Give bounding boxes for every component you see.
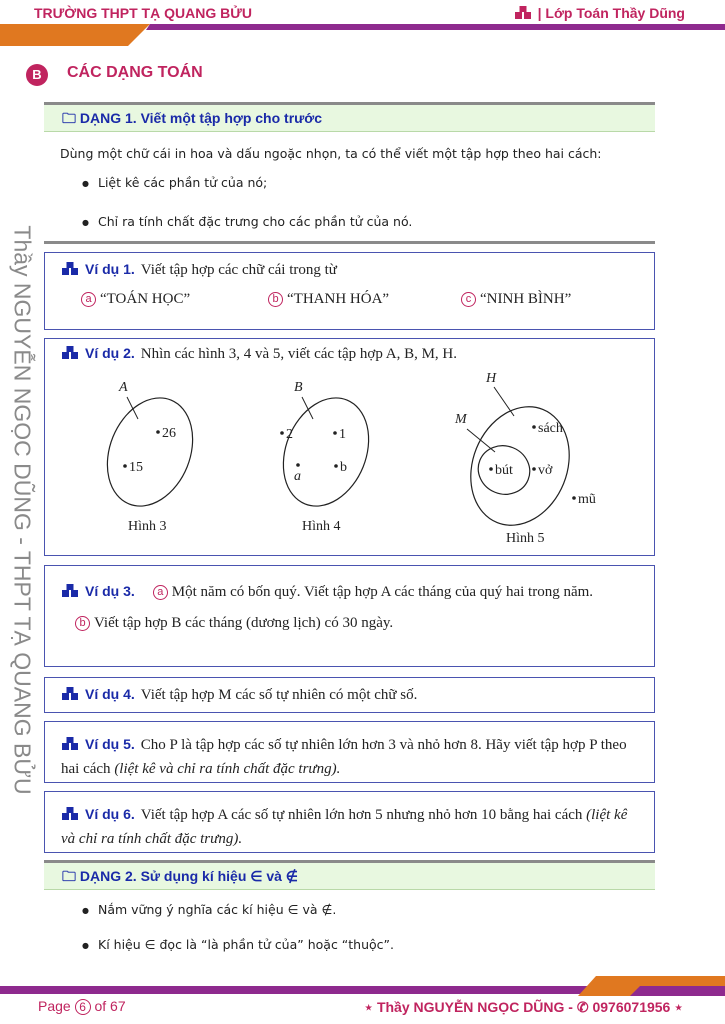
example-3-part-a: Một năm có bốn quý. Viết tập hợp A các tháng của quý hai trong năm. <box>171 584 594 600</box>
example-4 <box>44 677 655 713</box>
option-text: “NINH BÌNH” <box>480 291 572 307</box>
dang2-title: DẠNG 2. Sử dụng kí hiệu ∈ và ∉ <box>79 868 299 884</box>
fig4-element: b <box>340 460 347 475</box>
example-6 <box>44 791 655 853</box>
fig5-element: mũ <box>578 492 596 507</box>
fig5-pointer-h <box>494 387 514 416</box>
cubes-icon <box>61 687 81 701</box>
fig4-set-label: B <box>294 380 303 395</box>
section-badge: B <box>26 64 48 86</box>
page-total: of 67 <box>94 998 126 1014</box>
example-3-label: Ví dụ 3. <box>85 583 135 599</box>
fig4-element: 2 <box>286 427 293 442</box>
example-3-part-b: Viết tập hợp B các tháng (dương lịch) có 30 ngày. <box>94 615 394 631</box>
fig3-dot <box>123 464 127 468</box>
fig5-dot <box>532 467 536 471</box>
side-watermark-text: Thầy NGUYỄN NGỌC DŨNG - THPT TẠ QUANG BỬU <box>9 225 36 795</box>
fig4-dot <box>280 431 284 435</box>
example-2 <box>44 338 655 556</box>
page-prefix: Page <box>38 998 71 1014</box>
fig3-dot <box>156 430 160 434</box>
folder-icon: 🗀 <box>62 110 76 126</box>
cubes-icon <box>61 807 81 821</box>
fig3-ellipse <box>92 385 208 519</box>
dang2-bullet: ● Kí hiệu ∈ đọc là “là phần tử của” hoặc “thuộc”. <box>82 937 639 952</box>
fig3-element: 26 <box>162 426 176 441</box>
section-title: CÁC DẠNG TOÁN <box>67 64 203 81</box>
option-b <box>268 291 389 308</box>
cubes-icon <box>61 737 81 751</box>
option-marker: b <box>268 292 283 307</box>
cubes-icon <box>514 6 534 20</box>
option-c <box>461 291 571 308</box>
fig5-element: sách <box>538 421 563 436</box>
example-1 <box>44 252 655 330</box>
page-indicator <box>38 998 126 1015</box>
fig4-element: 1 <box>339 427 346 442</box>
venn-figures <box>45 339 654 555</box>
example-5 <box>44 721 655 783</box>
header-band <box>0 24 725 46</box>
dang1-intro: Dùng một chữ cái in hoa và dấu ngoặc nhọn, ta có thể viết một tập hợp theo hai cách: <box>60 146 602 161</box>
fig3-caption: Hình 3 <box>128 519 167 534</box>
fig3-set-label: A <box>119 380 128 395</box>
page-number: 6 <box>75 999 91 1015</box>
fig5-dot <box>532 425 536 429</box>
fig5-dot <box>572 496 576 500</box>
cubes-icon <box>61 584 81 598</box>
fig5-outer-ellipse <box>454 392 587 540</box>
example-2-label: Ví dụ 2. <box>85 345 135 361</box>
footer-author: ⋆ Thầy NGUYỄN NGỌC DŨNG - ✆ 0976071956 ⋆ <box>364 999 683 1015</box>
example-5-label: Ví dụ 5. <box>85 736 135 752</box>
example-3 <box>44 565 655 667</box>
fig4-dot <box>333 431 337 435</box>
dang1-header <box>44 105 655 132</box>
fig5-element: vở <box>538 463 553 478</box>
fig5-inner-label: M <box>455 412 467 427</box>
fig4-dot <box>296 463 300 467</box>
option-marker: c <box>461 292 476 307</box>
fig5-dot <box>489 467 493 471</box>
example-6-label: Ví dụ 6. <box>85 806 135 822</box>
class-name-text: | Lớp Toán Thầy Dũng <box>537 5 685 21</box>
dang1-bullet: ● Liệt kê các phần tử của nó; <box>82 175 639 190</box>
fig4-ellipse <box>268 385 384 519</box>
class-name-header <box>514 5 685 21</box>
dang1-title: DẠNG 1. Viết một tập hợp cho trước <box>79 110 323 126</box>
fig5-element: bút <box>495 463 513 478</box>
option-text: “TOÁN HỌC” <box>100 291 191 307</box>
cubes-icon <box>61 262 81 276</box>
example-5-italic: (liệt kê và chỉ ra tính chất đặc trưng). <box>114 761 341 777</box>
option-text: “THANH HÓA” <box>287 291 390 307</box>
fig3-element: 15 <box>129 460 143 475</box>
dang2-header <box>44 863 655 890</box>
example-6-text: Viết tập hợp A các số tự nhiên lớn hơn 5 nhưng nhỏ hơn 10 bằng hai cách <box>140 807 583 823</box>
example-4-text: Viết tập hợp M các số tự nhiên có một chữ số. <box>140 687 418 703</box>
dang1-box <box>44 102 655 244</box>
folder-icon: 🗀 <box>62 868 76 884</box>
fig4-caption: Hình 4 <box>302 519 341 534</box>
fig5-caption: Hình 5 <box>506 531 545 546</box>
footer-band <box>0 976 725 996</box>
option-marker: a <box>81 292 96 307</box>
option-marker: b <box>75 616 90 631</box>
example-5-text: Cho P là tập hợp các số tự nhiên lớn hơn 3 và nhỏ hơn 8. Hãy viết tập hợp P theo hai cách <box>61 737 627 777</box>
fig4-dot <box>334 464 338 468</box>
dang2-box <box>44 860 655 960</box>
option-a <box>81 291 190 308</box>
fig3-pointer <box>127 397 138 419</box>
dang2-bullet: ● Nắm vững ý nghĩa các kí hiệu ∈ và ∉. <box>82 902 639 917</box>
example-6-italic: (liệt kê và chỉ ra tính chất đặc trưng). <box>61 807 628 847</box>
example-1-text: Viết tập hợp các chữ cái trong từ <box>140 262 337 278</box>
example-2-text: Nhìn các hình 3, 4 và 5, viết các tập hợp A, B, M, H. <box>140 346 457 362</box>
dang1-bullet: ● Chỉ ra tính chất đặc trưng cho các phần tử của nó. <box>82 214 639 229</box>
fig4-element: a <box>294 469 301 484</box>
option-marker: a <box>153 585 168 600</box>
school-name: TRƯỜNG THPT TẠ QUANG BỬU <box>34 5 252 21</box>
example-4-label: Ví dụ 4. <box>85 686 135 702</box>
example-1-label: Ví dụ 1. <box>85 261 135 277</box>
fig4-pointer <box>302 397 313 419</box>
fig5-outer-label: H <box>486 371 497 386</box>
